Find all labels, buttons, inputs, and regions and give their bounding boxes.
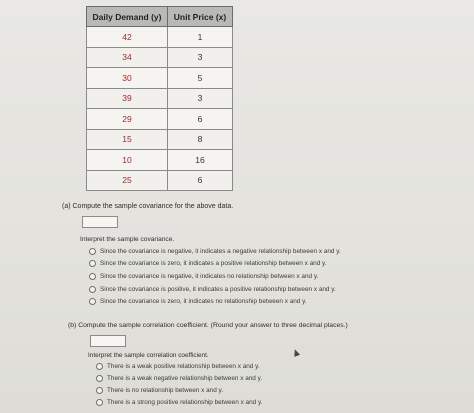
correlation-option-2[interactable] xyxy=(96,375,262,382)
option-label: Since the covariance is negative, it indicates no relationship between x and y. xyxy=(100,273,319,280)
correlation-answer-input[interactable] xyxy=(90,335,126,347)
demand-cell: 34 xyxy=(87,47,168,68)
radio-button[interactable] xyxy=(96,399,103,406)
table-row xyxy=(87,68,233,89)
option-label: Since the covariance is zero, it indicates a positive relationship between x and y. xyxy=(100,260,327,267)
correlation-option-1[interactable] xyxy=(96,363,260,370)
price-cell: 3 xyxy=(168,47,233,68)
covariance-option-1[interactable] xyxy=(89,248,341,255)
covariance-option-2[interactable] xyxy=(89,260,327,267)
table-row xyxy=(87,109,233,130)
radio-button[interactable] xyxy=(89,286,96,293)
radio-button[interactable] xyxy=(89,260,96,267)
price-cell: 6 xyxy=(168,170,233,191)
option-label: There is a strong positive relationship between x and y. xyxy=(107,399,263,406)
table-row xyxy=(87,47,233,68)
option-label: Since the covariance is positive, it indicates a positive relationship between x and y. xyxy=(100,286,336,293)
option-label: There is a weak negative relationship between x and y. xyxy=(107,375,263,382)
price-cell: 5 xyxy=(168,68,233,89)
demand-cell: 39 xyxy=(87,88,168,109)
radio-button[interactable] xyxy=(89,273,96,280)
radio-button[interactable] xyxy=(89,298,96,305)
table-row xyxy=(87,170,233,191)
demand-cell: 10 xyxy=(87,150,168,171)
radio-button[interactable] xyxy=(96,387,103,394)
price-cell: 8 xyxy=(168,129,233,150)
radio-button[interactable] xyxy=(96,363,103,370)
part-b-prompt: (b) Compute the sample correlation coefficient. (Round your answer to three decimal places.) xyxy=(68,322,348,329)
option-label: Since the covariance is zero, it indicates no relationship between x and y. xyxy=(100,298,307,305)
mouse-cursor-icon xyxy=(292,348,300,357)
price-cell: 6 xyxy=(168,109,233,130)
data-table xyxy=(86,6,233,191)
table-row xyxy=(87,129,233,150)
part-b-interpret-label: Interpret the sample correlation coefficient. xyxy=(88,352,209,359)
correlation-option-4[interactable] xyxy=(96,399,262,406)
radio-button[interactable] xyxy=(96,375,103,382)
demand-cell: 29 xyxy=(87,109,168,130)
demand-cell: 42 xyxy=(87,27,168,48)
demand-cell: 15 xyxy=(87,129,168,150)
demand-cell: 30 xyxy=(87,68,168,89)
price-cell: 3 xyxy=(168,88,233,109)
covariance-option-3[interactable] xyxy=(89,273,318,280)
option-label: Since the covariance is negative, it indicates a negative relationship between x and y. xyxy=(100,248,341,255)
table-row xyxy=(87,88,233,109)
option-label: There is a weak positive relationship between x and y. xyxy=(107,363,260,370)
table-row xyxy=(87,27,233,48)
part-a-prompt: (a) Compute the sample covariance for the above data. xyxy=(62,203,234,210)
table-row xyxy=(87,150,233,171)
correlation-option-3[interactable] xyxy=(96,387,223,394)
covariance-option-5[interactable] xyxy=(89,298,307,305)
option-label: There is no relationship between x and y. xyxy=(107,387,224,394)
table-header-row xyxy=(87,7,233,27)
covariance-answer-input[interactable] xyxy=(82,216,118,228)
price-cell: 1 xyxy=(168,27,233,48)
part-a-interpret-label: Interpret the sample covariance. xyxy=(80,236,175,243)
price-cell: 16 xyxy=(168,150,233,171)
column-header-price: Unit Price (x) xyxy=(168,7,233,27)
radio-button[interactable] xyxy=(89,248,96,255)
demand-cell: 25 xyxy=(87,170,168,191)
covariance-option-4[interactable] xyxy=(89,286,336,293)
column-header-demand: Daily Demand (y) xyxy=(87,7,168,27)
